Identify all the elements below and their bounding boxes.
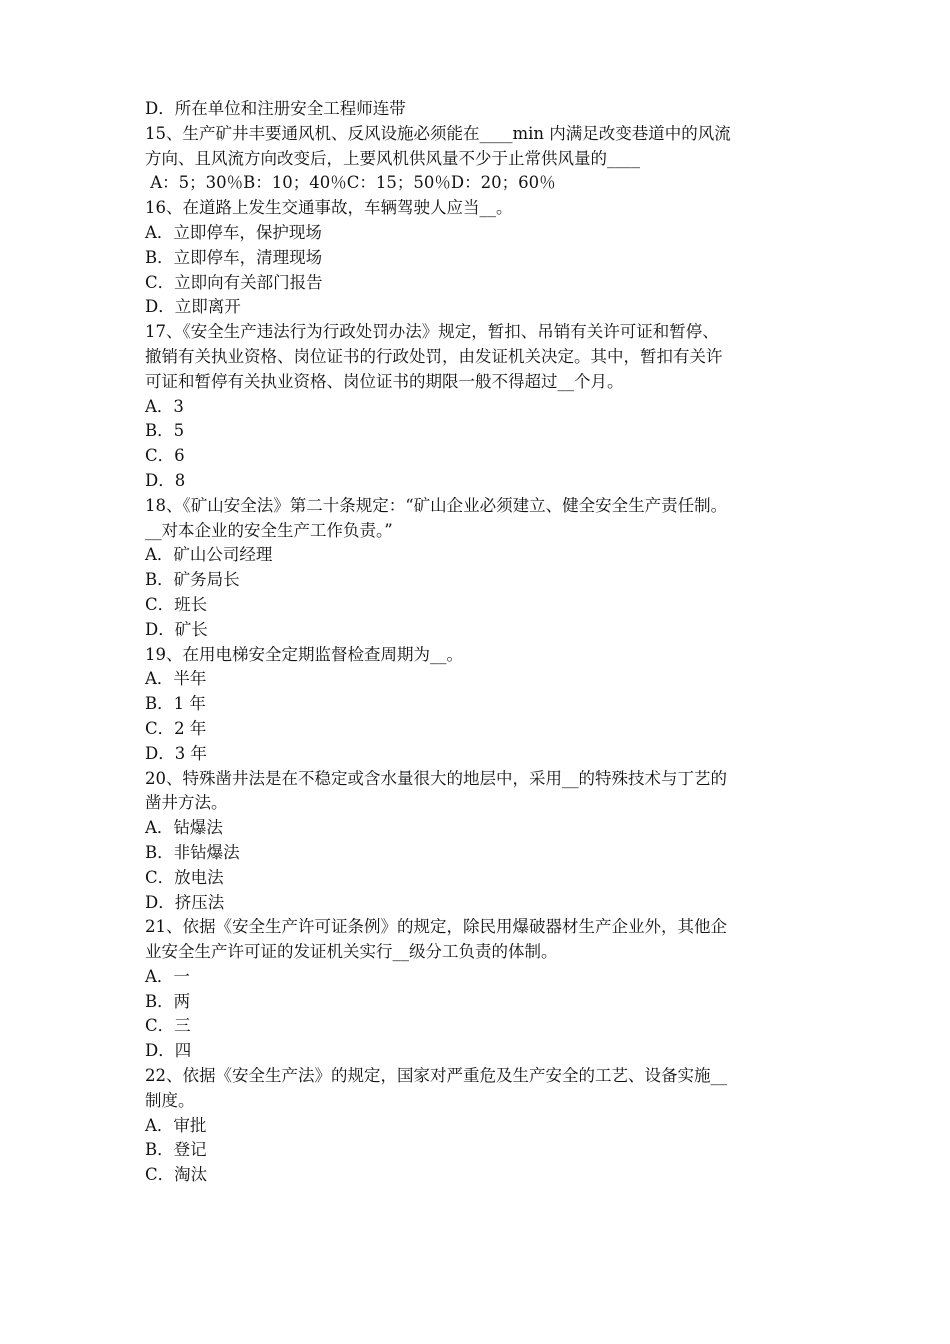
text-line: C．立即向有关部门报告 (145, 272, 323, 292)
text-line: C．6 (145, 446, 185, 466)
text-line: 撤销有关执业资格、岗位证书的行政处罚，由发证机关决定。其中，暂扣有关许 (145, 346, 723, 366)
text-line: A．半年 (145, 669, 207, 689)
text-line: 可证和暂停有关执业资格、岗位证书的期限一般不得超过__个月。 (145, 371, 624, 391)
text-line: B．立即停车，清理现场 (145, 247, 323, 267)
text-line: C．三 (145, 1016, 191, 1036)
text-line: 凿井方法。 (145, 793, 228, 813)
text-line: A．审批 (145, 1115, 207, 1135)
text-line: A．3 (145, 396, 184, 416)
text-line: B．5 (145, 421, 185, 441)
text-line: 19、在用电梯安全定期监督检查周期为__。 (145, 644, 463, 664)
text-line: A．立即停车，保护现场 (145, 222, 322, 242)
text-line: B．登记 (145, 1140, 207, 1160)
text-line: A：5；30％B：10；40％C：15；50％D：20；60％ (145, 173, 556, 193)
text-line: B．非钻爆法 (145, 842, 240, 862)
text-line: D．8 (145, 470, 186, 490)
text-line: B．两 (145, 991, 191, 1011)
text-line: D．3 年 (145, 743, 207, 763)
text-line: 17、《安全生产违法行为行政处罚办法》规定，暂扣、吊销有关许可证和暂停、 (145, 322, 719, 342)
document-body (145, 97, 825, 1188)
text-line: 制度。 (145, 1090, 195, 1110)
text-line: __对本企业的安全生产工作负责。” (145, 520, 393, 540)
text-line: 方向、且风流方向改变后，上要风机供风量不少于止常供风量的____ (145, 148, 640, 168)
text-line: 15、生产矿井丰要通风机、反风设施必须能在____min 内满足改变巷道中的风流 (145, 123, 731, 143)
text-line: 20、特殊凿井法是在不稳定或含水量很大的地层中，采用__的特殊技术与丁艺的 (145, 768, 727, 788)
text-line: 22、依据《安全生产法》的规定，国家对严重危及生产安全的工艺、设备实施__ (145, 1066, 727, 1086)
text-line: B．1 年 (145, 694, 206, 714)
text-line: 16、在道路上发生交通事故，车辆驾驶人应当__。 (145, 198, 513, 218)
text-line: A．一 (145, 966, 190, 986)
text-line: A．矿山公司经理 (145, 545, 273, 565)
text-line: C．放电法 (145, 867, 224, 887)
text-line: D．四 (145, 1041, 192, 1061)
text-line: 21、依据《安全生产许可证条例》的规定，除民用爆破器材生产企业外，其他企 (145, 917, 727, 937)
text-line: D．矿长 (145, 619, 208, 639)
text-line: D．立即离开 (145, 297, 241, 317)
text-line: C．淘汰 (145, 1165, 208, 1185)
text-line: B．矿务局长 (145, 570, 240, 590)
text-line: D．挤压法 (145, 892, 225, 912)
text-line: A．钻爆法 (145, 818, 223, 838)
text-line: 18、《矿山安全法》第二十条规定：“矿山企业必须建立、健全安全生产责任制。 (145, 495, 728, 515)
text-line: C．班长 (145, 594, 208, 614)
text-line: C．2 年 (145, 718, 207, 738)
text-line: 业安全生产许可证的发证机关实行__级分工负责的体制。 (145, 942, 558, 962)
text-line: D．所在单位和注册安全工程师连带 (145, 99, 406, 118)
